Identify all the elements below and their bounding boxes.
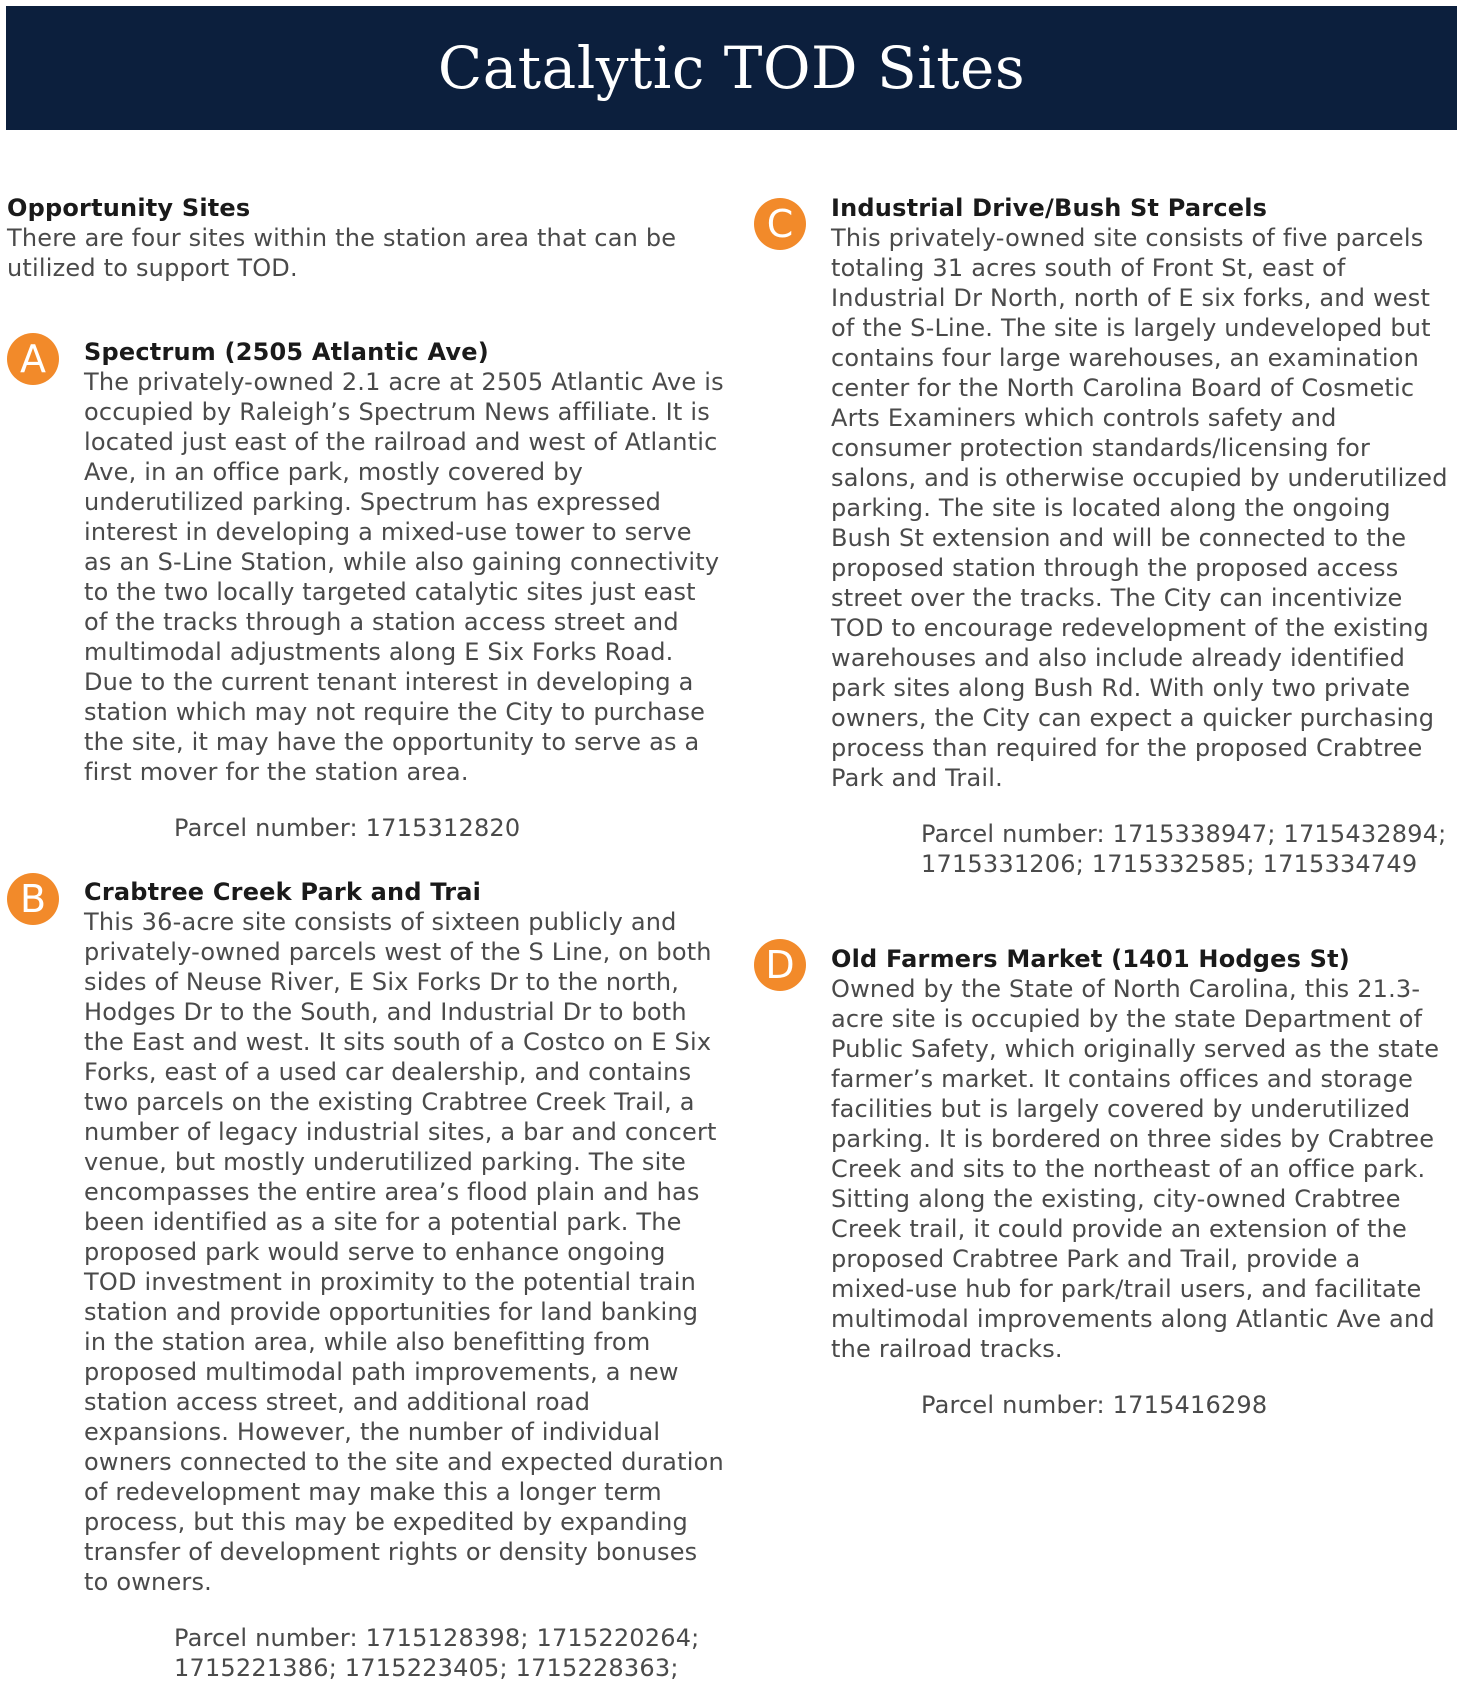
site-c-heading: Industrial Drive/Bush St Parcels xyxy=(831,194,1268,222)
intro-heading: Opportunity Sites xyxy=(7,194,251,222)
site-b-marker: B xyxy=(7,873,59,925)
site-d-heading: Old Farmers Market (1401 Hodges St) xyxy=(831,945,1350,973)
site-b-heading: Crabtree Creek Park and Trai xyxy=(84,878,482,906)
site-d-body: Owned by the State of North Carolina, this 21.3-acre site is occupied by the state Department of Public Safety, which originally served as the state farmer’s market. It contains offices and storage facilities but is largely covered by underutilized parking. It is bordered on three sides by Crabtree Creek and sits to the northeast of an office park. Sitting along the existing, city-owned Crabtree Creek trail, it could provide an extension of the proposed Crabtree Park and Trail, provide a mixed-use hub for park/trail users, and facilitate multimodal improvements along Atlantic Ave and the railroad tracks. xyxy=(831,975,1440,1363)
intro-section xyxy=(7,193,707,283)
site-a-marker: A xyxy=(7,333,59,385)
site-c-section xyxy=(831,193,1451,879)
site-a-body: The privately-owned 2.1 acre at 2505 Atlantic Ave is occupied by Raleigh’s Spectrum News affiliate. It is located just east of the railroad and west of Atlantic Ave, in an office park, mostly covered by underutilized parking. Spectrum has expressed interest in developing a mixed-use tower to serve as an S-Line Station, while also gaining connectivity to the two locally targeted catalytic sites just east of the tracks through a station access street and multimodal adjustments along E Six Forks Road. Due to the current tenant interest in developing a station which may not require the City to purchase the site, it may have the opportunity to serve as a first mover for the station area. xyxy=(84,368,724,786)
site-d-parcel: Parcel number: 1715416298 xyxy=(921,1391,1268,1419)
site-c-parcel: Parcel number: 1715338947; 1715432894; 1715331206; 1715332585; 1715334749 xyxy=(921,820,1447,878)
site-c-body: This privately-owned site consists of five parcels totaling 31 acres south of Front St, east of Industrial Dr North, north of E six forks, and west of the S-Line. The site is largely undeveloped but contains four large warehouses, an examination center for the North Carolina Board of Cosmetic Arts Examiners which controls safety and consumer protection standards/licensing for salons, and is otherwise occupied by underutilized parking. The site is located along the ongoing Bush St extension and will be connected to the proposed station through the proposed access street over the tracks. The City can incentivize TOD to encourage redevelopment of the existing warehouses and also include already identified park sites along Bush Rd. With only two private owners, the City can expect a quicker purchasing process than required for the proposed Crabtree Park and Trail. xyxy=(831,224,1448,792)
intro-body: There are four sites within the station area that can be utilized to support TOD. xyxy=(7,224,677,282)
site-d-marker: D xyxy=(754,939,806,991)
site-a-section xyxy=(84,337,724,843)
page-title: Catalytic TOD Sites xyxy=(437,34,1026,102)
site-d-section xyxy=(831,944,1451,1420)
site-c-marker: C xyxy=(754,198,806,250)
site-b-parcel: Parcel number: 1715128398; 1715220264; 1715221386; 1715223405; 1715228363; xyxy=(174,1624,700,1682)
site-b-section xyxy=(84,877,724,1683)
site-b-body: This 36-acre site consists of sixteen publicly and privately-owned parcels west of the S Line, on both sides of Neuse River, E Six Forks Dr to the north, Hodges Dr to the South, and Industrial Dr to both the East and west. It sits south of a Costco on E Six Forks, east of a used car dealership, and contains two parcels on the existing Crabtree Creek Trail, a number of legacy industrial sites, a bar and concert venue, but mostly underutilized parking. The site encompasses the entire area’s flood plain and has been identified as a site for a potential park. The proposed park would serve to enhance ongoing TOD investment in proximity to the potential train station and provide opportunities for land banking in the station area, while also benefitting from proposed multimodal path improvements, a new station access street, and additional road expansions. However, the number of individual owners connected to the site and expected duration of redevelopment may make this a longer term process, but this may be expedited by expanding transfer of development rights or density bonuses to owners. xyxy=(84,908,724,1596)
header-band xyxy=(6,6,1457,130)
site-a-heading: Spectrum (2505 Atlantic Ave) xyxy=(84,338,489,366)
site-a-parcel: Parcel number: 1715312820 xyxy=(174,814,521,842)
